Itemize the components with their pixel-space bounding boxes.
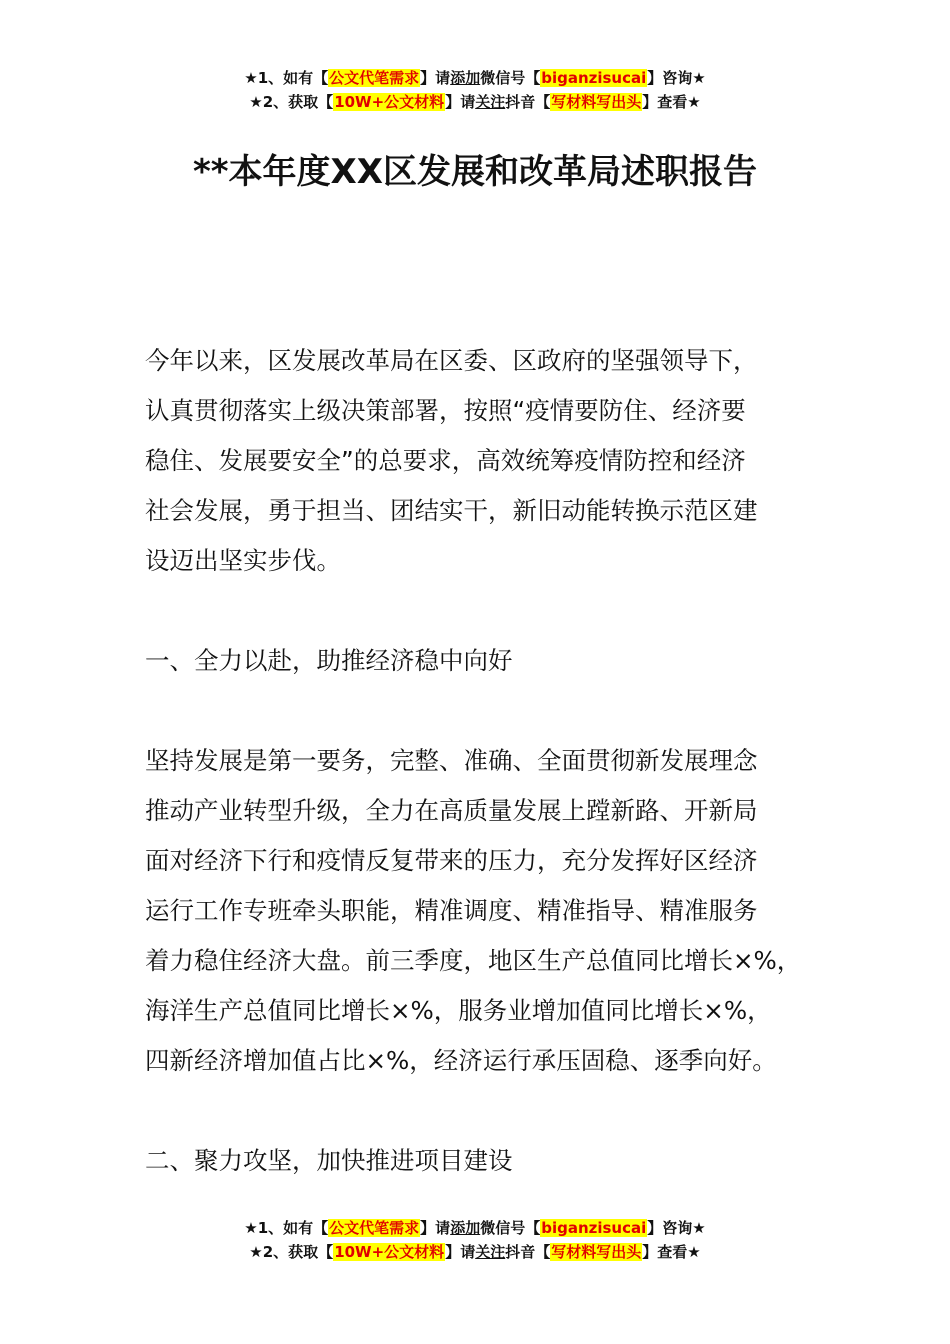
document-body: [145, 336, 845, 1186]
section1-line: 四新经济增加值占比×%，经济运行承压固稳、逐季向好。: [145, 1046, 777, 1075]
banner-line-2: [0, 90, 950, 114]
banner-text: 】咨询★: [647, 69, 706, 87]
paragraph-spacer: [145, 686, 845, 736]
banner-text: ★1、如有【: [244, 69, 329, 87]
banner-underlined-text: 关注: [475, 1243, 506, 1261]
section1-line: 推动产业转型升级，全力在高质量发展上蹚新路、开新局: [145, 796, 758, 825]
banner-text: 】查看★: [642, 1243, 701, 1261]
intro-line: 设迈出坚实步伐。: [145, 546, 341, 575]
banner-text: ★1、如有【: [244, 1219, 329, 1237]
banner-wechat-id: biganzisucai: [541, 1219, 647, 1237]
banner-text: 抖音【: [505, 93, 551, 111]
banner-highlight: 公文代笔需求: [329, 1219, 420, 1237]
intro-line: 社会发展，勇于担当、团结实干，新旧动能转换示范区建: [145, 496, 758, 525]
footer-banner: [0, 1216, 950, 1264]
banner-line-1: [0, 1216, 950, 1240]
banner-underlined-text: 添加: [450, 69, 481, 87]
banner-text: 】请: [445, 93, 476, 111]
banner-text: 】咨询★: [647, 1219, 706, 1237]
banner-highlight: 10W+公文材料: [334, 1243, 445, 1261]
intro-line: 今年以来，区发展改革局在区委、区政府的坚强领导下，: [145, 346, 758, 375]
header-banner: [0, 66, 950, 114]
paragraph-spacer: [145, 1086, 845, 1136]
banner-text: ★2、获取【: [249, 93, 334, 111]
banner-text: 】请: [420, 69, 451, 87]
banner-text: ★2、获取【: [249, 1243, 334, 1261]
banner-line-2: [0, 1240, 950, 1264]
document-title: **本年度XX区发展和改革局述职报告: [193, 152, 757, 192]
intro-line: 认真贯彻落实上级决策部署，按照“疫情要防住、经济要: [145, 396, 746, 425]
banner-text: 】请: [445, 1243, 476, 1261]
banner-line-1: [0, 66, 950, 90]
banner-underlined-text: 添加: [450, 1219, 481, 1237]
section-heading-2: 二、聚力攻坚，加快推进项目建设: [145, 1146, 513, 1175]
banner-highlight: 公文代笔需求: [329, 69, 420, 87]
banner-wechat-id: biganzisucai: [541, 69, 647, 87]
banner-text: 】查看★: [642, 93, 701, 111]
banner-text: 】请: [420, 1219, 451, 1237]
section-heading-1: 一、全力以赴，助推经济稳中向好: [145, 646, 513, 675]
banner-text: 抖音【: [505, 1243, 551, 1261]
banner-text: 微信号【: [480, 1219, 541, 1237]
paragraph-spacer: [145, 586, 845, 636]
banner-highlight: 10W+公文材料: [334, 93, 445, 111]
section1-line: 面对经济下行和疫情反复带来的压力，充分发挥好区经济: [145, 846, 758, 875]
banner-underlined-text: 关注: [475, 93, 506, 111]
banner-douyin-id: 写材料写出头: [551, 1243, 642, 1261]
section1-line: 坚持发展是第一要务，完整、准确、全面贯彻新发展理念: [145, 746, 758, 775]
banner-douyin-id: 写材料写出头: [551, 93, 642, 111]
intro-line: 稳住、发展要安全”的总要求，高效统筹疫情防控和经济: [145, 446, 746, 475]
section1-line: 着力稳住经济大盘。前三季度，地区生产总值同比增长×%，: [145, 946, 802, 975]
banner-text: 微信号【: [480, 69, 541, 87]
section1-line: 海洋生产总值同比增长×%，服务业增加值同比增长×%，: [145, 996, 772, 1025]
section1-line: 运行工作专班牵头职能，精准调度、精准指导、精准服务: [145, 896, 758, 925]
